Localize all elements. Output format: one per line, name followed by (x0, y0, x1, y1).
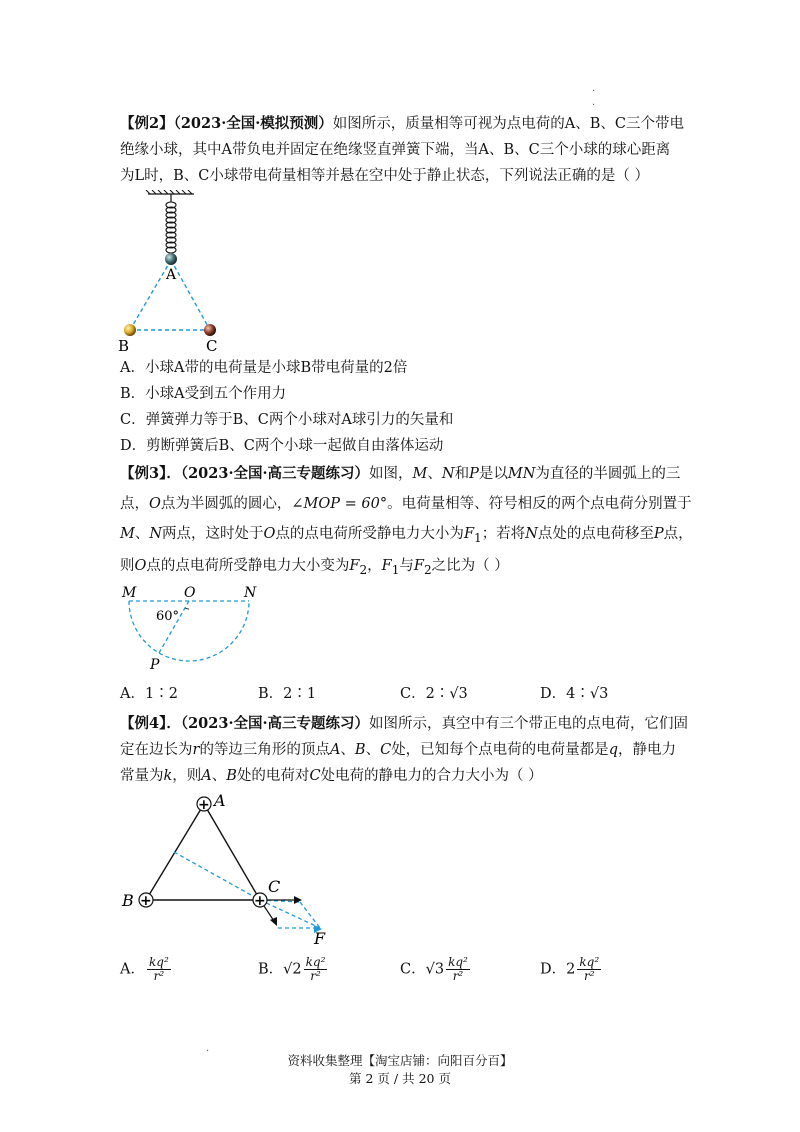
ex3-option-a[interactable]: A．1∶2 (120, 686, 178, 702)
fraction: $\frac{\text{kq²}}{\text{r²}}$ (148, 955, 169, 983)
ex2-option-c[interactable]: C．弹簧弹力等于B、C两个小球对A球引力的矢量和 (120, 412, 454, 428)
label-c: C (268, 877, 281, 896)
example-tag: 【例4】． (120, 715, 181, 732)
label-o: O (184, 585, 196, 601)
page-number: 第 2 页 / 共 20 页 (349, 1071, 451, 1086)
label-m: M (122, 585, 137, 601)
ex4-line-2: 定在边长为r的等边三角形的顶点A、B、C处，已知每个点电荷的电荷量都是q，静电力 (120, 742, 676, 758)
label-angle: 60° (156, 609, 180, 624)
label-c: C (206, 337, 218, 355)
scan-dot: · (592, 100, 596, 111)
ex3-option-b[interactable]: B．2∶1 (258, 686, 317, 702)
label-p: P (150, 657, 160, 673)
ex2-line-1: 【例2】（2023·全国·模拟预测）如图所示，质量相等可视为点电荷的A、B、C三个带电 (120, 115, 685, 132)
ex2-option-b[interactable]: B．小球A受到五个作用力 (120, 386, 287, 402)
label-n: N (244, 585, 257, 601)
label-a: A (166, 267, 177, 283)
scan-dot: · (206, 1046, 210, 1057)
fraction: $\frac{\text{kq²}}{\text{r²}}$ (579, 955, 600, 983)
ex3-option-d[interactable]: D．4∶√3 (540, 686, 609, 702)
plus-sign: + (140, 893, 152, 909)
ball-c (204, 324, 216, 336)
ex2-line-3: 为L时，B、C小球带电荷量相等并悬在空中处于静止状态，下列说法正确的是（ ） (120, 168, 649, 184)
ball-b (124, 324, 136, 336)
ex2-line-2: 绝缘小球，其中A带负电并固定在绝缘竖直弹簧下端，当A、B、C三个小球的球心距离 (120, 142, 671, 158)
plus-sign: + (198, 797, 210, 813)
label-a: A (214, 791, 226, 810)
ex4-option-b[interactable]: B．√2 $\frac{\text{kq²}}{\text{r²}}$ (258, 955, 326, 983)
ex4-line-1: 【例4】．（2023·全国·高三专题练习）如图所示，真空中有三个带正电的点电荷，它们固 (120, 715, 689, 732)
label-f: F (314, 929, 326, 946)
ex3-line-1: 【例3】．（2023·全国·高三专题练习）如图，M、N和P是以MN为直径的半圆弧上的三 (120, 465, 681, 482)
ex4-line-3: 常量为k，则A、B处的电荷对C处电荷的静电力的合力大小为（ ） (120, 768, 543, 784)
ex3-option-c[interactable]: C．2∶√3 (400, 686, 468, 702)
ex4-option-c[interactable]: C．√3 $\frac{\text{kq²}}{\text{r²}}$ (400, 955, 468, 983)
example-source: （2023·全国·高三专题练习） (180, 715, 370, 732)
ex2-option-d[interactable]: D．剪断弹簧后B、C两个小球一起做自由落体运动 (120, 438, 444, 454)
example-source: （2023·全国·高三专题练习） (180, 465, 370, 482)
spring-triangle-figure (110, 190, 230, 356)
semicircle-figure (112, 582, 272, 674)
ex4-option-a[interactable]: A． $\frac{\text{kq²}}{\text{r²}}$ (120, 955, 169, 983)
ex3-line-3: M、N两点，这时处于O点的点电荷所受静电力大小为$F_1$；若将N点处的点电荷移至P点， (120, 526, 693, 545)
example-source: （2023·全国·模拟预测） (173, 115, 333, 132)
plus-sign: + (254, 893, 266, 909)
ball-a (165, 253, 177, 265)
triangle-force-figure (112, 788, 344, 946)
ex3-line-2: 点，O点为半圆弧的圆心，∠MOP = 60°。电荷量相等、符号相反的两个点电荷分别置于 (120, 496, 692, 512)
example-tag: 【例2】 (120, 115, 174, 132)
fraction: $\frac{\text{kq²}}{\text{r²}}$ (305, 955, 326, 983)
label-b: B (118, 337, 130, 355)
label-b: B (122, 891, 134, 910)
ex4-option-d[interactable]: D．2 $\frac{\text{kq²}}{\text{r²}}$ (540, 955, 600, 983)
ex2-option-a[interactable]: A．小球A带的电荷量是小球B带电荷量的2倍 (120, 360, 408, 376)
fraction: $\frac{\text{kq²}}{\text{r²}}$ (448, 955, 468, 983)
ex3-line-4: 则O点的点电荷所受静电力大小变为$F_2$，$F_1$与$F_2$之比为（ ） (120, 558, 509, 577)
footer-source: 资料收集整理【淘宝店铺：向阳百分百】 (287, 1053, 513, 1068)
example-tag: 【例3】． (120, 465, 181, 482)
scan-dot: · (592, 86, 596, 97)
